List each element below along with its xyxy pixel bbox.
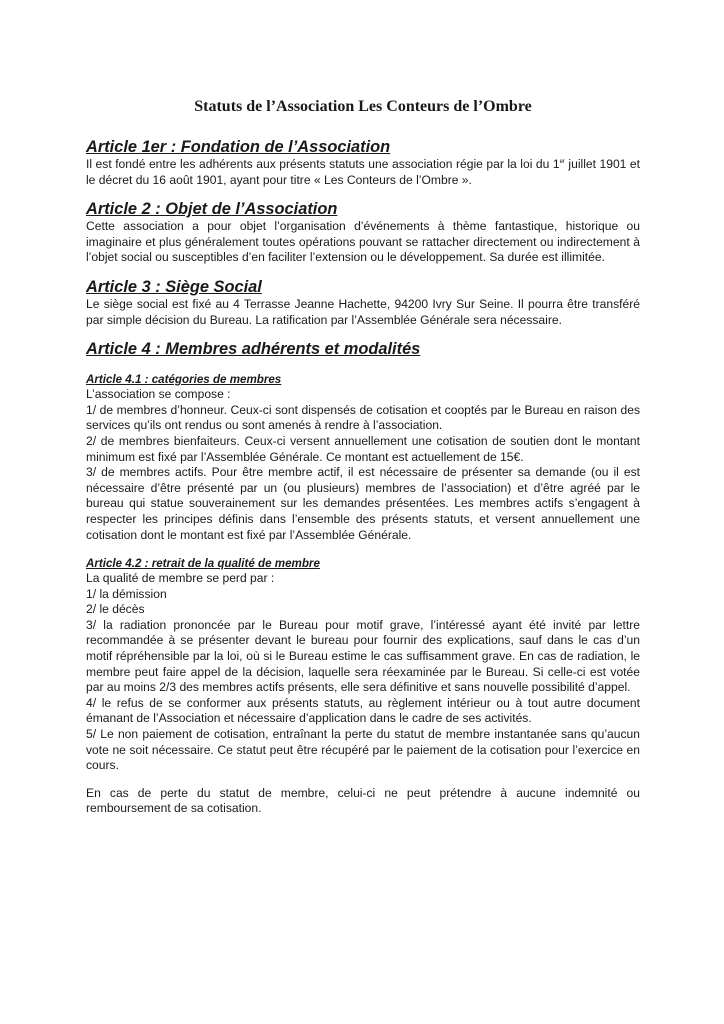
- article-4-2-heading: Article 4.2 : retrait de la qualité de membre: [86, 557, 320, 571]
- article-4-1-heading: Article 4.1 : catégories de membres: [86, 373, 282, 387]
- article-1-heading: Article 1er : Fondation de l’Association: [86, 138, 391, 156]
- article-3-text: Le siège social est fixé au 4 Terrasse Jeanne Hachette, 94200 Ivry Sur Seine. Il pourra être transféré par simple décision du Bureau. La ratification par l’Assemblée Générale sera nécessaire.: [86, 296, 640, 327]
- list-item: 1/ de membres d’honneur. Ceux-ci sont dispensés de cotisation et cooptés par le Bureau en raison des services qu’ils ont rendus ou sont amenés à rendre à l’association.: [86, 402, 640, 433]
- article-3-heading: Article 3 : Siège Social: [86, 277, 262, 296]
- list-item: 3/ de membres actifs. Pour être membre actif, il est nécessaire de présenter sa demande (ou il est nécessaire d’être présenté par un (ou plusieurs) membres de l’association) et d’être agréé par le bureau qui statue souverainement sur les demandes présentées. Les membres actifs s’engagent à respecter les principes définis dans l’ensemble des présents statuts, et versent annuellement une cotisation dont le montant est fixé par l’Assemblée Générale.: [86, 465, 640, 542]
- list-item: 4/ le refus de se conformer aux présents statuts, au règlement intérieur ou à tout autre document émanant de l’Association et nécessaire d’application dans le cadre de ses activités.: [86, 695, 640, 726]
- article-2-text: Cette association a pour objet l’organisation d’événements à thème fantastique, historique ou imaginaire et plus généralement toutes opérations pouvant se rattacher directement ou indirectement à l’objet social ou susceptibles d’en faciliter l’extension ou le développement. Sa durée est illimitée.: [86, 219, 640, 265]
- list-item: 1/ la démission: [86, 586, 167, 601]
- article-4-heading: Article 4 : Membres adhérents et modalités: [86, 340, 421, 359]
- article-4-1-intro: L’association se compose :: [86, 387, 231, 402]
- article-4-2-closing: En cas de perte du statut de membre, celui-ci ne peut prétendre à aucune indemnité ou remboursement de sa cotisation.: [86, 785, 640, 816]
- article-4-2-intro: La qualité de membre se perd par :: [86, 571, 275, 586]
- ordinal-superscript: er: [559, 158, 565, 165]
- list-item: 5/ Le non paiement de cotisation, entraînant la perte du statut de membre instantanée sans qu’aucun vote ne soit nécessaire. Ce statut peut être récupéré par le paiement de la cotisation pour l’exercice en cours.: [86, 727, 640, 773]
- list-item: 2/ de membres bienfaiteurs. Ceux-ci versent annuellement une cotisation de soutien dont le montant minimum est fixé par l’Assemblée Générale. Ce montant est actuellement de 15€.: [86, 433, 640, 464]
- list-item: 3/ la radiation prononcée par le Bureau pour motif grave, l’intéressé ayant été invité par lettre recommandée à se présenter devant le bureau pour fournir des explications, sauf dans le cas d’un motif répréhensible par la loi, où si le Bureau estime le cas suffisamment grave. En cas de radiation, le membre peut faire appel de la décision, laquelle sera réexaminée par le Bureau. Si celle-ci est votée par au moins 2/3 des membres actifs présents, elle sera définitive et sans nouvelle possibilité d’appel.: [86, 617, 640, 695]
- list-item: 2/ le décès: [86, 602, 145, 617]
- document-page: [86, 97, 640, 817]
- article-1-text: Il est fondé entre les adhérents aux présents statuts une association régie par la loi du 1er juillet 1901 et le décret du 16 août 1901, ayant pour titre « Les Conteurs de l’Ombre ».: [86, 157, 640, 187]
- document-title: Statuts de l’Association Les Conteurs de l’Ombre: [194, 98, 532, 115]
- article-2-heading: Article 2 : Objet de l’Association: [86, 200, 338, 219]
